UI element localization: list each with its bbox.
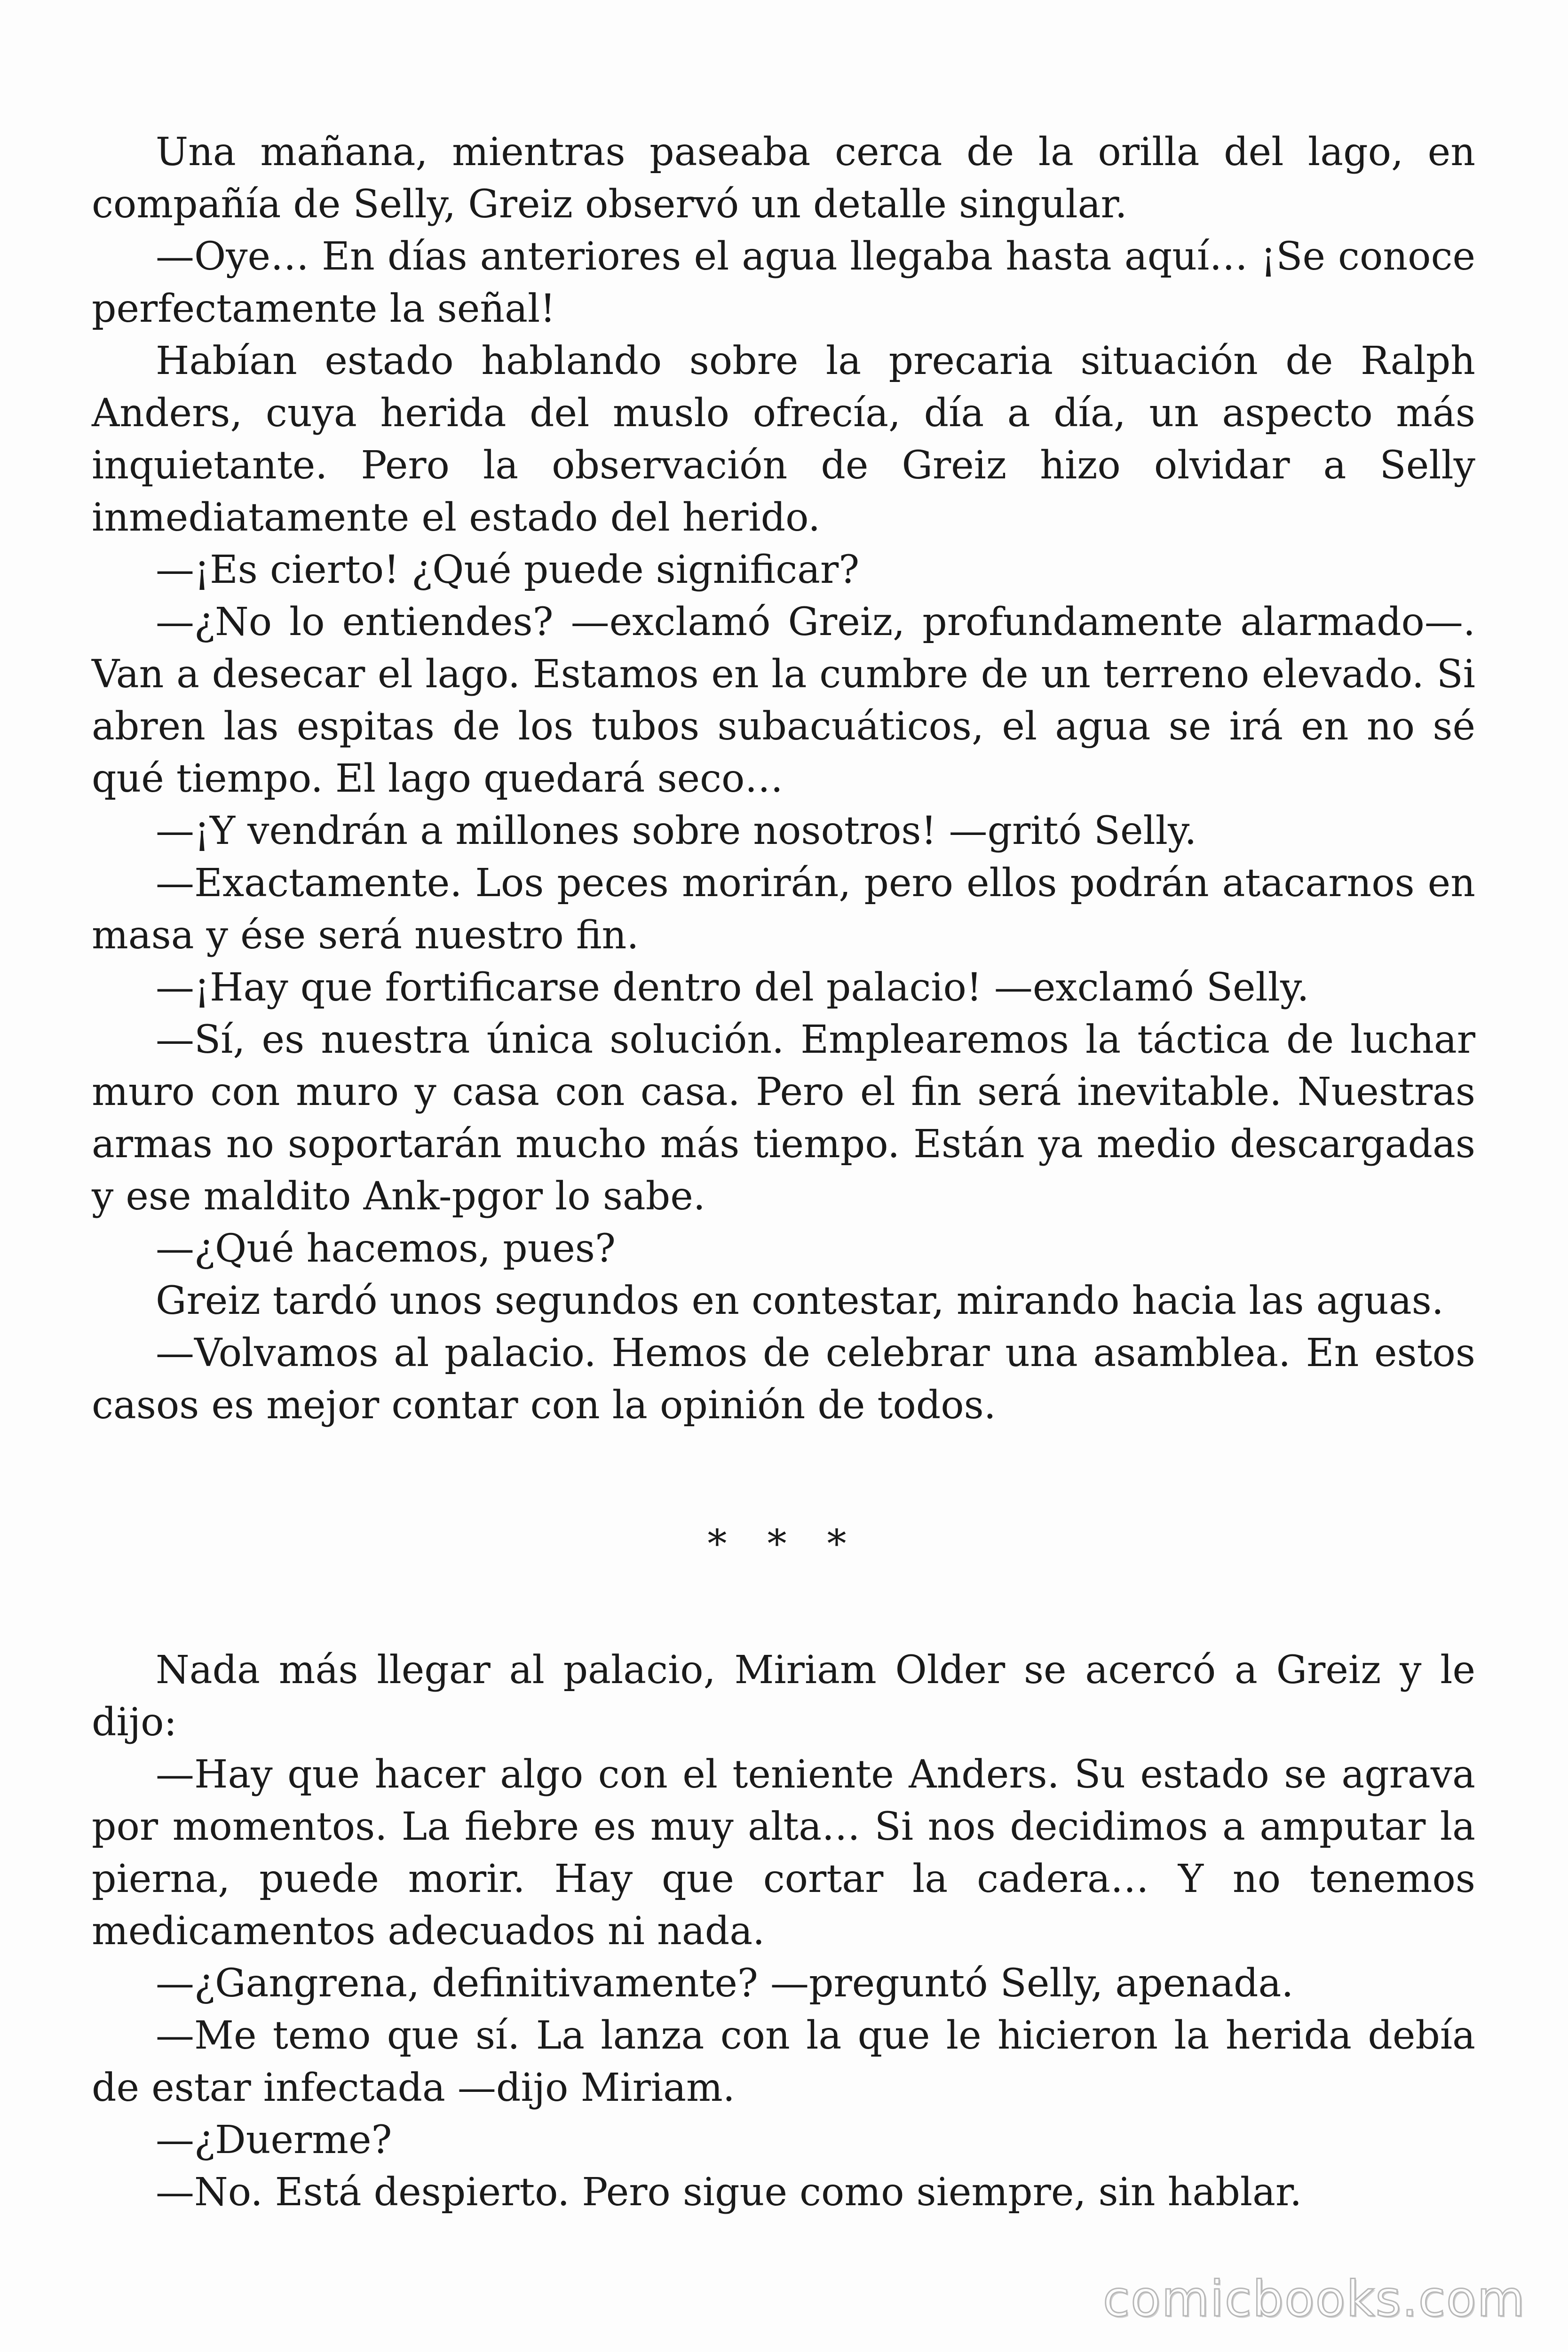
- paragraph: —Exactamente. Los peces morirán, pero ellos podrán atacarnos en masa y ése será nuestro fin.: [92, 861, 1475, 958]
- paragraph: —¡Es cierto! ¿Qué puede significar?: [156, 548, 860, 592]
- text-section-2: [92, 1644, 1475, 2218]
- paragraph: —¿Qué hacemos, pues?: [156, 1226, 616, 1271]
- paragraph: —¿No lo entiendes? —exclamó Greiz, profundamente alarmado—. Van a desecar el lago. Estamos en la cumbre de un terreno elevado. Si abren las espitas de los tubos subacuáticos, el agua se irá en no sé qué tiempo. El lago quedará seco…: [92, 600, 1475, 801]
- paragraph: —Hay que hacer algo con el teniente Anders. Su estado se agrava por momentos. La fiebre es muy alta… Si nos decidimos a amputar la pierna, puede morir. Hay que cortar la cadera… Y no tenemos medicamentos adecuados ni nada.: [92, 1752, 1475, 1954]
- paragraph: —Me temo que sí. La lanza con la que le hicieron la herida debía de estar infectada —dijo Miriam.: [92, 2013, 1475, 2110]
- paragraph: Greiz tardó unos segundos en contestar, mirando hacia las aguas.: [156, 1279, 1444, 1323]
- paragraph: —¿Gangrena, definitivamente? —preguntó Selly, apenada.: [156, 1961, 1294, 2006]
- paragraph: Habían estado hablando sobre la precaria situación de Ralph Anders, cuya herida del muslo ofrecía, día a día, un aspecto más inquietante. Pero la observación de Greiz hizo olvidar a Selly inmediatamente el estado del herido.: [92, 339, 1475, 540]
- paragraph: —¿Duerme?: [156, 2118, 392, 2162]
- paragraph: —Oye… En días anteriores el agua llegaba hasta aquí… ¡Se conoce perfectamente la señal!: [92, 234, 1475, 331]
- section-separator: * * *: [707, 1522, 861, 1566]
- paragraph: Nada más llegar al palacio, Miriam Older se acercó a Greiz y le dijo:: [92, 1648, 1475, 1745]
- paragraph: —¡Hay que fortificarse dentro del palacio! —exclamó Selly.: [156, 965, 1309, 1010]
- paragraph: —Volvamos al palacio. Hemos de celebrar una asamblea. En estos casos es mejor contar con la opinión de todos.: [92, 1331, 1475, 1428]
- paragraph: —No. Está despierto. Pero sigue como siempre, sin hablar.: [156, 2170, 1302, 2215]
- text-section-1: [92, 126, 1475, 1431]
- paragraph: —¡Y vendrán a millones sobre nosotros! —gritó Selly.: [156, 809, 1197, 853]
- paragraph: —Sí, es nuestra única solución. Emplearemos la táctica de luchar muro con muro y casa con casa. Pero el fin será inevitable. Nuestras armas no soportarán mucho más tiempo. Están ya medio descargadas y ese maldito Ank-pgor lo sabe.: [92, 1017, 1475, 1219]
- watermark: comicbooks.com: [1102, 2270, 1526, 2328]
- paragraph: Una mañana, mientras paseaba cerca de la orilla del lago, en compañía de Selly, Greiz observó un detalle singular.: [92, 130, 1475, 227]
